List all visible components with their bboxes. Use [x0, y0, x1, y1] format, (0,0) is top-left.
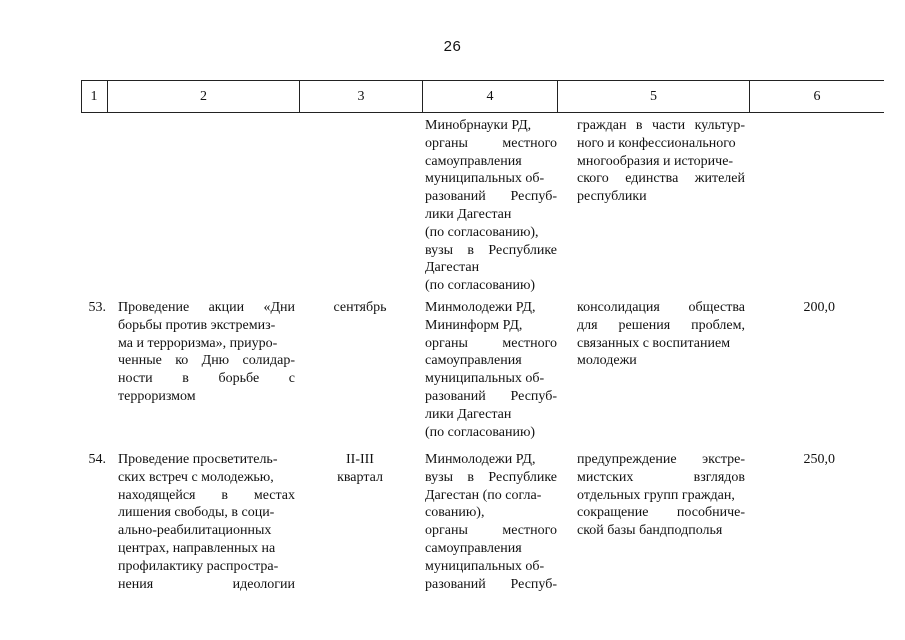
row-number: 54. — [88, 452, 106, 467]
header-col-1: 1 — [90, 89, 98, 104]
amount-cell: 250,0 — [803, 452, 835, 467]
timing-cell: II-III квартал — [337, 452, 383, 485]
page-number: 26 — [443, 38, 462, 55]
responsible-cell: Минмолодежи РД, вузы в Республике Дагестан (по согла- сованию), органы местного самоуправления муниципальных об- разований Респуб- — [425, 452, 557, 592]
header-col-3: 3 — [357, 89, 365, 104]
header-col-2: 2 — [200, 89, 207, 104]
table-header-row — [81, 80, 884, 113]
row-number: 53. — [88, 300, 106, 315]
amount-cell: 200,0 — [803, 300, 835, 315]
header-col-6: 6 — [813, 89, 821, 104]
result-cell: предупреждение экстре- мистских взглядов отдельных групп граждан, сокращение пособниче- ской базы бандподполья — [577, 452, 745, 539]
header-col-4: 4 — [486, 89, 494, 104]
continued-responsible-cell: Минобрнауки РД, органы местного самоуправления муниципальных об- разований Респуб- лики Дагестан (по согласованию), вузы в Республике Дагестан (по согласованию) — [425, 118, 557, 294]
timing-cell: сентябрь — [333, 300, 387, 315]
event-cell: Проведение просветитель- ских встреч с молодежью, находящейся в местах лишения свободы, в соци- ально-реабилитационных центрах, направленных на профилактику распростра- нения идеологии — [118, 452, 295, 592]
header-col-5: 5 — [650, 89, 657, 104]
responsible-cell: Минмолодежи РД, Мининформ РД, органы местного самоуправления муниципальных об- разований Респуб- лики Дагестан (по согласованию) — [425, 300, 557, 440]
event-cell: Проведение акции «Дни борьбы против экстремиз- ма и терроризма», приуро- ченные ко Дню солидар- ности в борьбе с терроризмом — [118, 300, 295, 404]
continued-result-cell: граждан в части культур- ного и конфессионального многообразия и историче- ского единства жителей республики — [577, 118, 745, 205]
result-cell: консолидация общества для решения проблем, связанных с воспитанием молодежи — [577, 300, 745, 369]
